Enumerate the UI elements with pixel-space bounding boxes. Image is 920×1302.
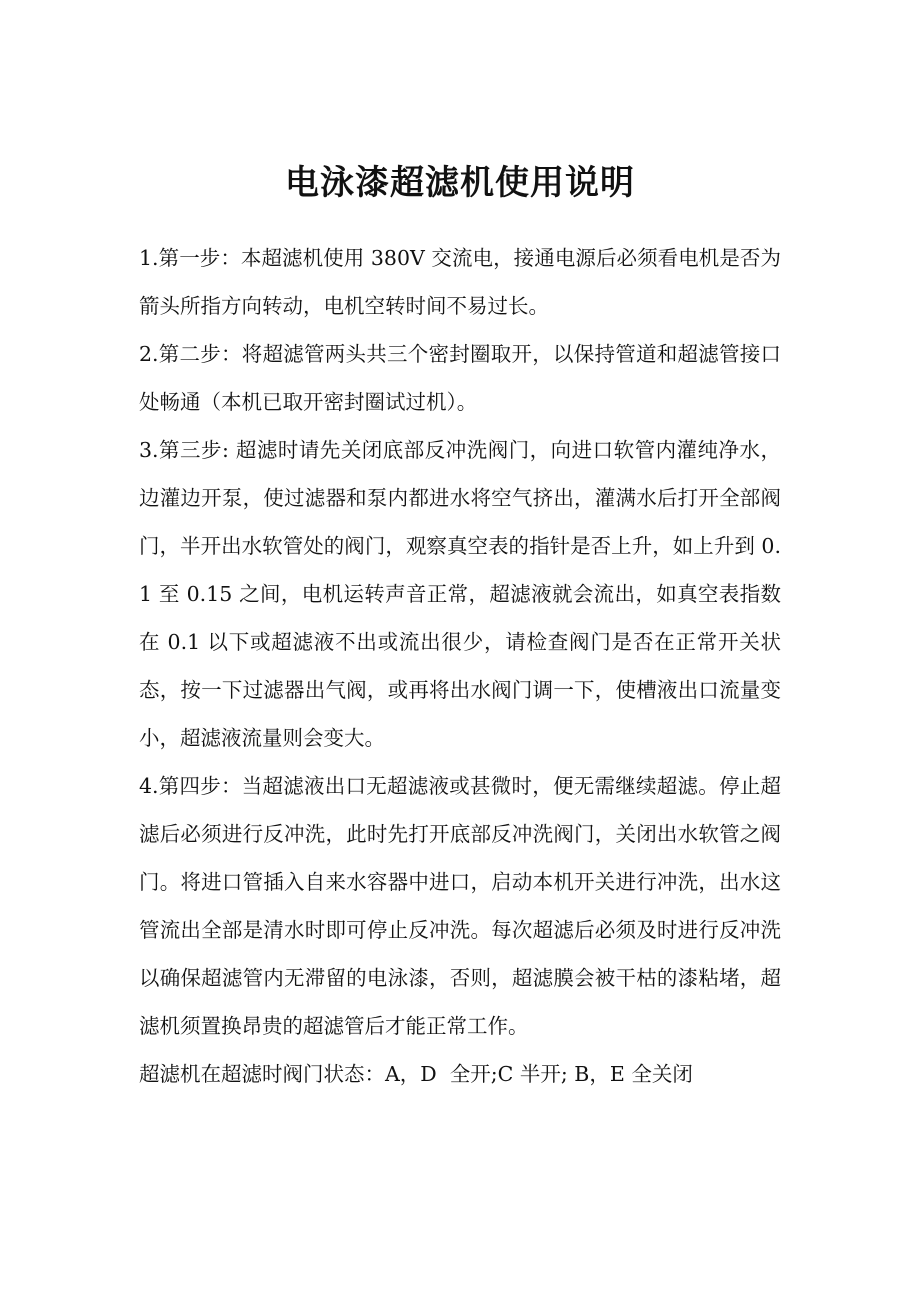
- document-body: [139, 234, 781, 1098]
- step-4-paragraph: 4.第四步：当超滤液出口无超滤液或甚微时，便无需继续超滤。停止超滤后必须进行反冲洗，此时先打开底部反冲洗阀门，关闭出水软管之阀门。将进口管插入自来水容器中进口，启动本机开关进行冲洗，出水这管流出全部是清水时即可停止反冲洗。每次超滤后必须及时进行反冲洗以确保超滤管内无滞留的电泳漆，否则，超滤膜会被干枯的漆粘堵，超滤机须置换昂贵的超滤管后才能正常工作。: [139, 774, 781, 1038]
- step-2-paragraph: 2.第二步：将超滤管两头共三个密封圈取开，以保持管道和超滤管接口处畅通（本机已取开密封圈试过机）。: [139, 342, 781, 414]
- step-3-paragraph: 3.第三步: 超滤时请先关闭底部反冲洗阀门，向进口软管内灌纯净水，边灌边开泵，使过滤器和泵内都进水将空气挤出，灌满水后打开全部阀门，半开出水软管处的阀门，观察真空表的指针是否上升，如上升到 0.1 至 0.15 之间，电机运转声音正常，超滤液就会流出，如真空表指数在 0.1 以下或超滤液不出或流出很少，请检查阀门是否在正常开关状态，按一下过滤器出气阀，或再将出水阀门调一下，使槽液出口流量变小，超滤液流量则会变大。: [139, 438, 781, 750]
- valve-state-note: 超滤机在超滤时阀门状态：A，D 全开;C 半开; B，E 全关闭: [139, 1062, 693, 1086]
- step-1-paragraph: 1.第一步：本超滤机使用 380V 交流电，接通电源后必须看电机是否为箭头所指方向转动，电机空转时间不易过长。: [139, 246, 781, 318]
- document-title: 电泳漆超滤机使用说明: [285, 163, 635, 203]
